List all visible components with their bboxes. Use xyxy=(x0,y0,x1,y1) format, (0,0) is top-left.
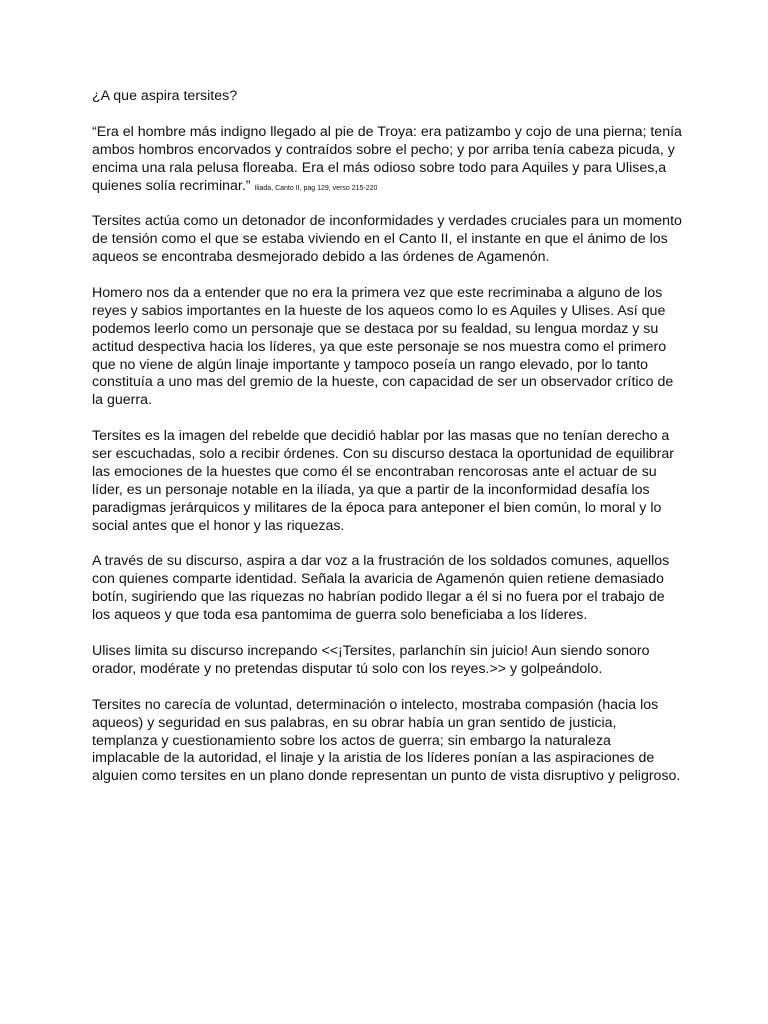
body-paragraph-1: Tersites actúa como un detonador de inconformidades y verdades cruciales para un momento de tensión como el que se estaba viviendo en el Canto II, el instante en que el ánimo de los aqueos se encontraba desmejorado debido a las órdenes de Agamenón. xyxy=(92,213,682,266)
document-title: ¿A que aspira tersites? xyxy=(92,88,238,104)
body-paragraph-2: Homero nos da a entender que no era la primera vez que este recriminaba a alguno de los reyes y sabios importantes en la hueste de los aqueos como lo es Aquiles y Ulises. Así que podemos leerlo como un personaje que se destaca por su fealdad, su lengua mordaz y su actitud despectiva hacia los líderes, ya que este personaje se nos muestra como el primero que no viene de algún linaje importante y tampoco poseía un rango elevado, por lo tanto constituía a uno mas del gremio de la hueste, con capacidad de ser un observador crítico de la guerra. xyxy=(92,284,674,409)
quote-text: “Era el hombre más indigno llegado al pie de Troya: era patizambo y cojo de una pierna; tenía ambos hombros encorvados y contraídos sobre el pecho; y por arriba tenía cabeza picuda, y encima una rala pelusa floreaba. Era el más odioso sobre todo para Aquiles y para Ulises,a quienes solía recriminar.” xyxy=(92,123,682,194)
document-page xyxy=(92,88,682,804)
body-paragraph-6: Tersites no carecía de voluntad, determinación o intelecto, mostraba compasión (hacia los aqueos) y seguridad en sus palabras, en su obrar había un gran sentido de justicia, templanza y cuestionamiento sobre los actos de guerra; sin embargo la naturaleza implacable de la autoridad, el linaje y la aristia de los líderes ponían a las aspiraciones de alguien como tersites en un plano donde representan un punto de vista disruptivo y peligroso. xyxy=(92,696,681,785)
quote-citation: Iliada, Canto II, pag 129, verso 215-220 xyxy=(254,184,378,192)
body-paragraph-4: A través de su discurso, aspira a dar voz a la frustración de los soldados comunes, aquellos con quienes comparte identidad. Señala la avaricia de Agamenón quien retiene demasiado botín, sugiriendo que las riquezas no habrían podido llegar a él si no fuera por el trabajo de los aqueos y que toda esa pantomima de guerra solo beneficiaba a los líderes. xyxy=(92,553,670,624)
body-paragraph-5: Ulises limita su discurso increpando <<¡Tersites, parlanchín sin juicio! Aun siendo sonoro orador, modérate y no pretendas disputar tú solo con los reyes.>> y golpeándolo. xyxy=(92,643,650,677)
quote-paragraph xyxy=(92,124,682,196)
body-paragraph-3: Tersites es la imagen del rebelde que decidió hablar por las masas que no tenían derecho a ser escuchadas, solo a recibir órdenes. Con su discurso destaca la oportunidad de equilibrar las emociones de la huestes que como él se encontraban rencorosas ante el actuar de su líder, es un personaje notable en la ilíada, ya que a partir de la inconformidad desafía los paradigmas jerárquicos y militares de la época para anteponer el bien común, lo moral y lo social antes que el honor y las riquezas. xyxy=(92,428,675,534)
